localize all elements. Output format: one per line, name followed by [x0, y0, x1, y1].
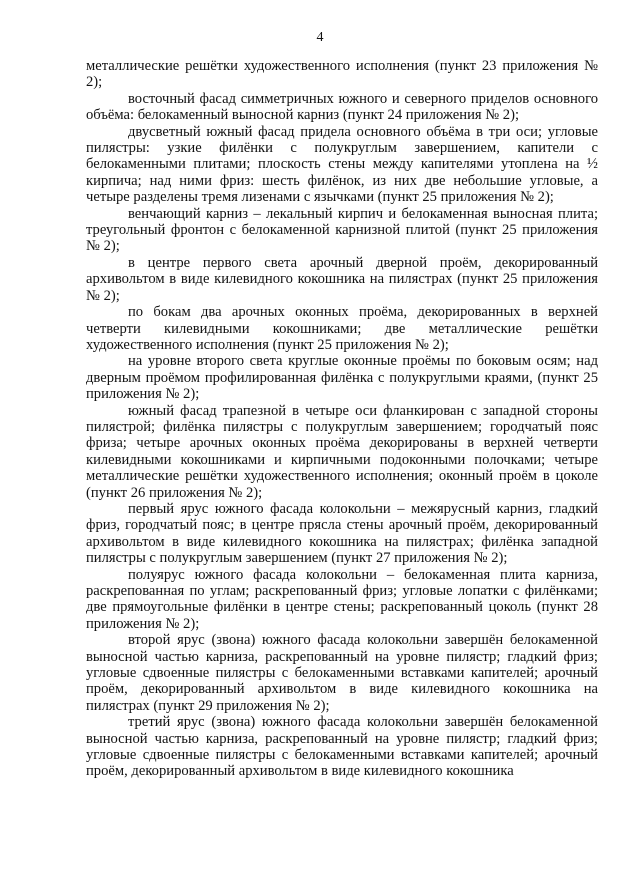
paragraph: в центре первого света арочный дверной проём, декорированный архивольтом в виде килевидного кокошника на пилястрах (пункт 25 приложения № 2); [86, 254, 598, 304]
paragraph: на уровне второго света круглые оконные проёмы по боковым осям; над дверным проёмом профилированная филёнка с полукруглыми краями, (пункт 25 приложения № 2); [86, 353, 598, 403]
page-number: 4 [316, 30, 324, 45]
paragraph: первый ярус южного фасада колокольни – межярусный карниз, гладкий фриз, городчатый пояс; в центре прясла стены арочный проём, декорированный архивольтом в виде килевидного кокошника на пилястрах; филёнка западной пилястры с полукруглым завершением (пункт 27 приложения № 2); [86, 500, 598, 567]
paragraph: южный фасад трапезной в четыре оси фланкирован с западной стороны пилястрой; филёнка пилястры с полукруглым завершением; городчатый пояс фриза; четыре арочных оконных проёма декорированы в верхней четверти килевидными кокошниками и кирпичными подоконными полочками; четыре металлические решётки художественного исполнения; оконный проём в цоколе (пункт 26 приложения № 2); [86, 402, 598, 501]
paragraph: третий ярус (звона) южного фасада колокольни завершён белокаменной выносной частью карниза, раскрепованный на уровне пилястр; гладкий фриз; угловые сдвоенные пилястры с белокаменными вставками капителей; арочный проём, декорированный архивольтом в виде килевидного кокошника [86, 714, 598, 780]
paragraph: полуярус южного фасада колокольни – белокаменная плита карниза, раскрепованная по углам; раскрепованный фриз; угловые лопатки с филёнками; две прямоугольные филёнки в центре стены; раскрепованный цоколь (пункт 28 приложения № 2); [86, 566, 598, 632]
paragraph: венчающий карниз – лекальный кирпич и белокаменная выносная плита; треугольный фронтон с белокаменной карнизной плитой (пункт 25 приложения № 2); [86, 205, 598, 255]
paragraph: по бокам два арочных оконных проёма, декорированных в верхней четверти килевидными кокошниками; две металлические решётки художественного исполнения (пункт 25 приложения № 2); [86, 304, 598, 353]
paragraph: восточный фасад симметричных южного и северного приделов основного объёма: белокаменный выносной карниз (пункт 24 приложения № 2); [86, 90, 598, 124]
document-body [86, 58, 598, 780]
paragraph: двусветный южный фасад придела основного объёма в три оси; угловые пилястры: узкие филёнки с полукруглым завершением, капители с белокаменными плитами; плоскость стены между капителями утоплена на ½ кирпича; над ними фриз: шесть филёнок, из них две небольшие угловые, а четыре разделены тремя лизенами с язычками (пункт 25 приложения № 2); [86, 123, 598, 206]
paragraph: металлические решётки художественного исполнения (пункт 23 приложения № 2); [86, 58, 598, 91]
paragraph: второй ярус (звона) южного фасада колокольни завершён белокаменной выносной частью карниза, раскрепованный на уровне пилястр; гладкий фриз; угловые сдвоенные пилястры с белокаменными вставками капителей; арочный проём, декорированный архивольтом в виде килевидного кокошника на пилястрах (пункт 29 приложения № 2); [86, 632, 598, 714]
